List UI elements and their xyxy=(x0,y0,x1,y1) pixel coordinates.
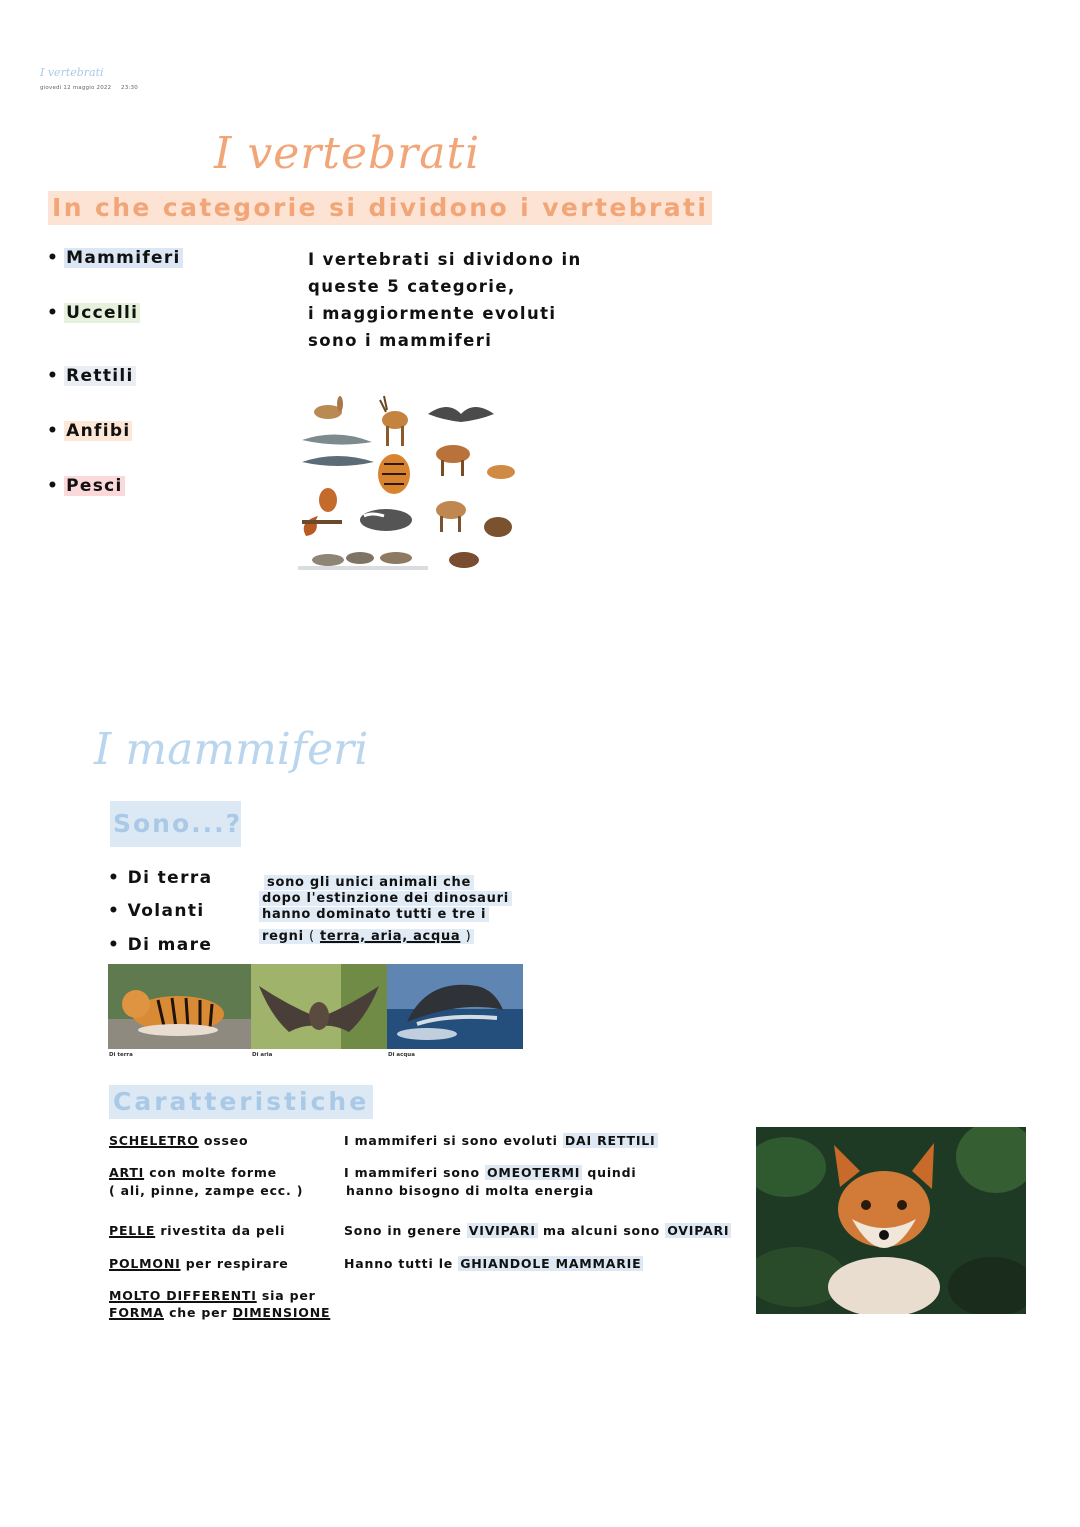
photo-caption: Di terra xyxy=(109,1052,133,1058)
feature-item: POLMONI per respirare xyxy=(109,1256,289,1271)
category-label: Anfibi xyxy=(66,421,131,441)
section1-banner: In che categorie si dividono i vertebrati xyxy=(48,191,712,225)
mammal-type: • Volanti xyxy=(108,901,205,921)
feature-item: I mammiferi sono OMEOTERMI quindi hanno bisogno di molta energia xyxy=(344,1165,637,1198)
section2-subtitle: Sono...? xyxy=(110,801,241,847)
mammal-type-label: Di terra xyxy=(127,868,213,888)
mammal-type-label: Volanti xyxy=(127,901,205,921)
whale-photo xyxy=(387,964,523,1049)
feature-item: Hanno tutti le GHIANDOLE MAMMARIE xyxy=(344,1256,642,1271)
description-line: queste 5 categorie, xyxy=(308,277,516,296)
section2-description xyxy=(259,875,512,945)
feature-item: I mammiferi si sono evoluti DAI RETTILI xyxy=(344,1133,656,1148)
section1-title: I vertebrati xyxy=(214,128,481,179)
category-label: Uccelli xyxy=(66,303,139,323)
category-label: Pesci xyxy=(66,476,123,496)
photo-caption: Di aria xyxy=(252,1052,273,1058)
description-line: regni ( terra, aria, acqua ) xyxy=(259,929,474,944)
category-item: • Pesci xyxy=(47,476,123,496)
description-line: sono i mammiferi xyxy=(308,331,493,350)
feature-item: MOLTO DIFFERENTI sia per FORMA che per DIMENSIONE xyxy=(109,1288,331,1320)
tiger-photo xyxy=(108,964,251,1049)
category-item: • Anfibi xyxy=(47,421,131,441)
section3-title: Caratteristiche xyxy=(109,1085,373,1119)
vertebrates-collage xyxy=(298,392,524,576)
fox-photo xyxy=(756,1127,1026,1314)
description-line: I vertebrati si dividono in xyxy=(308,250,582,269)
mammal-type: • Di mare xyxy=(108,935,213,955)
category-item: • Mammiferi xyxy=(47,248,181,268)
date-text: giovedì 12 maggio 2022 xyxy=(40,85,112,91)
note-date xyxy=(40,85,138,91)
feature-item: PELLE rivestita da peli xyxy=(109,1223,286,1238)
description-line: dopo l'estinzione dei dinosauri xyxy=(259,891,512,906)
section2-title: I mammiferi xyxy=(94,724,369,775)
photo-caption: Di acqua xyxy=(388,1052,415,1058)
category-label: Rettili xyxy=(66,366,134,386)
note-title: I vertebrati xyxy=(40,66,104,79)
section1-description xyxy=(308,246,582,354)
category-label: Mammiferi xyxy=(66,248,181,268)
time-text: 23:30 xyxy=(121,85,138,91)
category-item: • Uccelli xyxy=(47,303,139,323)
feature-item: SCHELETRO osseo xyxy=(109,1133,249,1148)
feature-item: ARTI con molte forme ( ali, pinne, zampe ecc. ) xyxy=(109,1165,304,1198)
mammal-type-label: Di mare xyxy=(127,935,213,955)
description-line: hanno dominato tutti e tre i xyxy=(259,907,489,922)
regni-list: terra, aria, acqua xyxy=(320,929,461,944)
bat-photo xyxy=(251,964,387,1049)
mammal-type: • Di terra xyxy=(108,868,213,888)
category-item: • Rettili xyxy=(47,366,134,386)
feature-item: Sono in genere VIVIPARI ma alcuni sono OVIPARI xyxy=(344,1223,730,1238)
description-line: sono gli unici animali che xyxy=(264,875,474,890)
description-line: i maggiormente evoluti xyxy=(308,304,557,323)
